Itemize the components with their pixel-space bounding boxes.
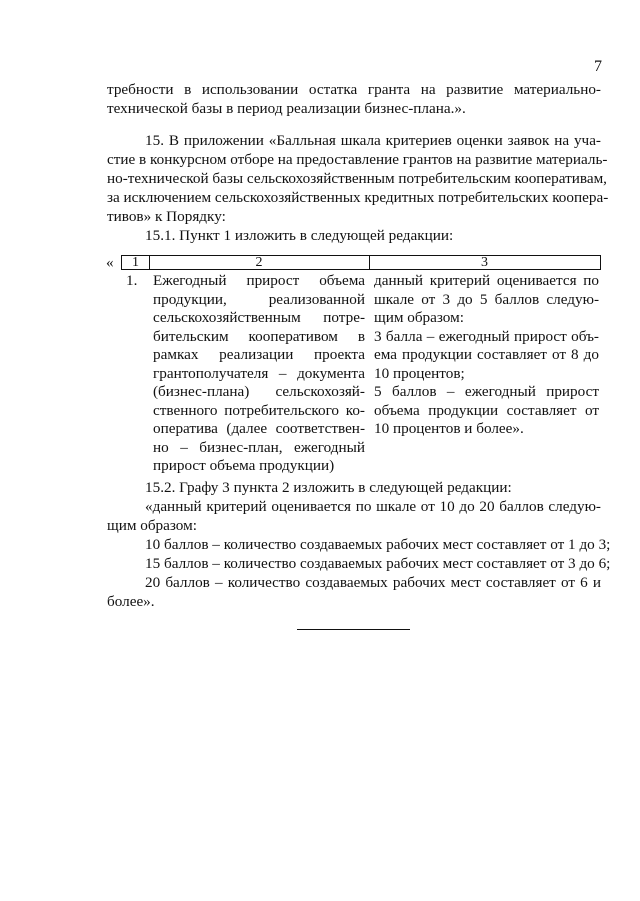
intro-line-2: технической базы в период реализации бизнес-плана.». [107, 100, 466, 117]
criterion-line: (бизнес-плана) сельскохозяй- [153, 383, 365, 400]
scoring-line: 10 процентов; [374, 364, 465, 382]
section152-line-5: 20 баллов – количество создаваемых рабочих мест составляет от 6 и [145, 574, 601, 591]
table-header-1: 1 [132, 255, 139, 270]
section152-line-6: более». [107, 593, 155, 610]
scoring-line: данный критерий оценивается по [374, 272, 599, 289]
scoring-line: 3 балла – ежегодный прирост объ- [374, 327, 599, 345]
criterion-line: оператива (далее соответствен- [153, 420, 365, 437]
section15-line-4: за исключением сельскохозяйственных кредитных потребительских коопера- [107, 189, 609, 206]
section15-line-3: но-технической базы сельскохозяйственным потребительским кооперативам, [107, 170, 607, 187]
criterion-line: бительским кооперативом в [153, 327, 365, 345]
scoring-line: объема продукции составляет от [374, 401, 599, 419]
criterion-line: рамках реализации проекта [153, 346, 365, 363]
criterion-line: продукции, реализованной [153, 290, 365, 308]
section15-line-1: 15. В приложении «Балльная шкала критериев оценки заявок на уча- [145, 132, 601, 149]
criterion-line: но – бизнес-план, ежегодный [153, 438, 365, 456]
section152-line-2: щим образом: [107, 517, 197, 534]
scoring-line: щим образом: [374, 309, 464, 326]
criterion-line: сельскохозяйственным потре- [153, 309, 365, 326]
page-number: 7 [594, 58, 602, 75]
table-row-number: 1. [126, 272, 138, 289]
section15-line-2: стие в конкурсном отборе на предоставление грантов на развитие материаль- [107, 151, 608, 168]
scoring-line: 10 процентов и более». [374, 420, 524, 437]
criterion-line: Ежегодный прирост объема [153, 272, 365, 289]
scoring-line: 5 баллов – ежегодный прирост [374, 383, 599, 400]
scoring-line: шкале от 3 до 5 баллов следую- [374, 290, 599, 308]
table-open-quote: « [106, 254, 114, 271]
closing-rule [297, 629, 410, 630]
scoring-line: ема продукции составляет от 8 до [374, 346, 599, 363]
criterion-line: прирост объема продукции) [153, 457, 335, 474]
section15-line-5: тивов» к Порядку: [107, 208, 226, 225]
criterion-line: грантополучателя – документа [153, 364, 365, 382]
section152-line-3: 10 баллов – количество создаваемых рабочих мест составляет от 1 до 3; [145, 536, 611, 553]
criterion-line: ственного потребительского ко- [153, 401, 365, 419]
section152-line-1: «данный критерий оценивается по шкале от 10 до 20 баллов следую- [145, 498, 601, 515]
section152-title: 15.2. Графу 3 пункта 2 изложить в следующей редакции: [145, 479, 512, 496]
section15-sub1: 15.1. Пункт 1 изложить в следующей редакции: [145, 227, 454, 244]
table-header-row [121, 255, 601, 270]
section152-line-4: 15 баллов – количество создаваемых рабочих мест составляет от 3 до 6; [145, 555, 611, 572]
table-header-2: 2 [255, 255, 263, 270]
table-header-3: 3 [481, 255, 488, 270]
intro-line-1: требности в использовании остатка гранта на развитие материально- [107, 81, 601, 98]
